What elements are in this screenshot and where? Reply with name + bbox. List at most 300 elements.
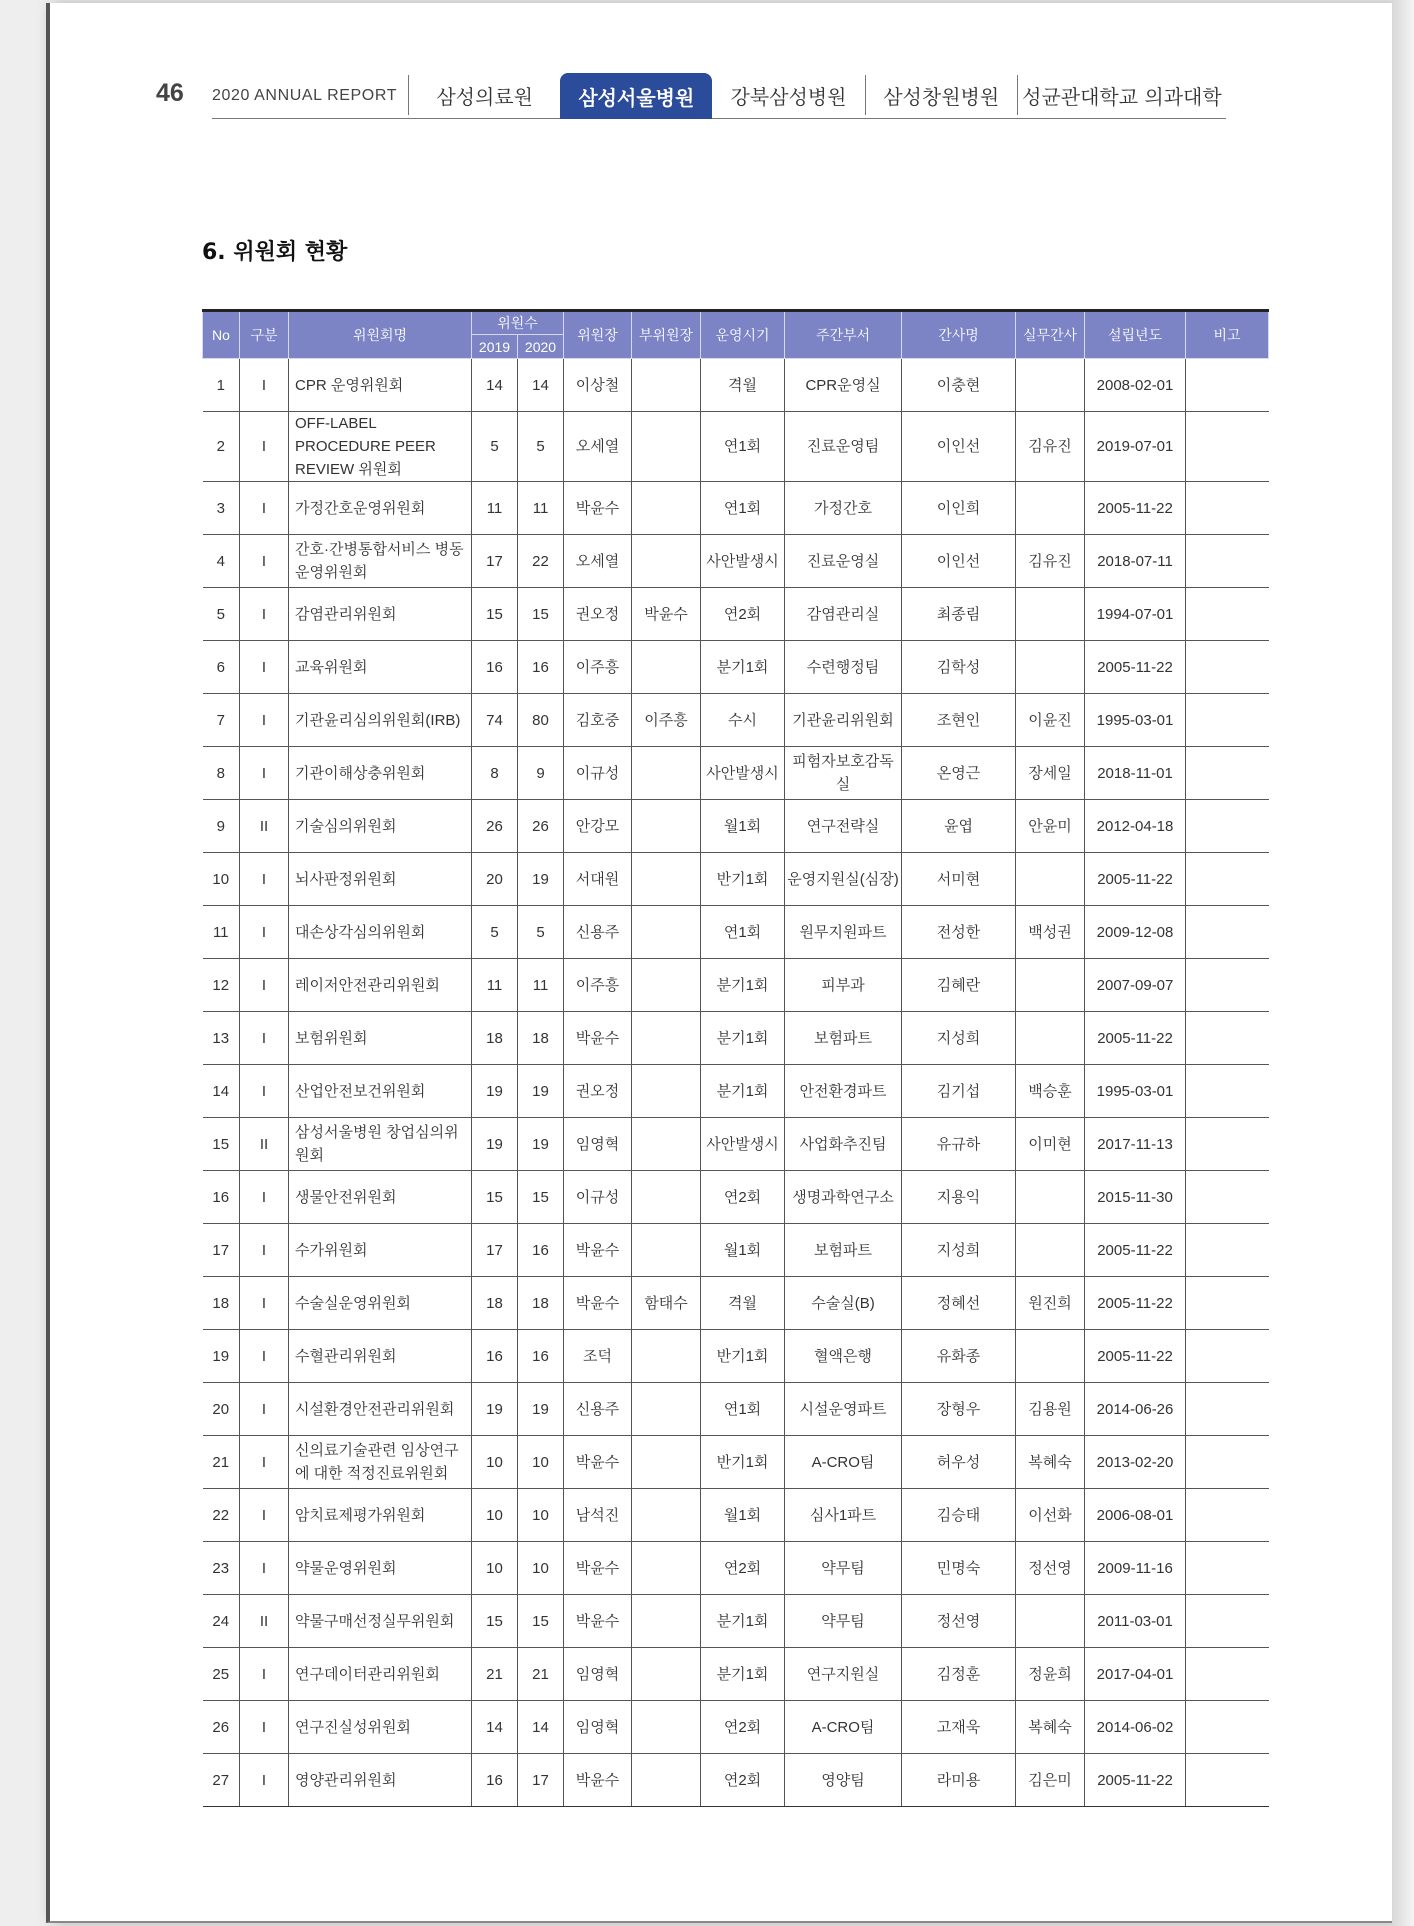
committee-name: 영양관리위원회	[289, 1754, 472, 1807]
secretary: 장형우	[902, 1383, 1016, 1436]
chair: 이주흥	[564, 959, 632, 1012]
members-2020: 5	[518, 412, 564, 482]
committee-name: 기관윤리심의위원회(IRB)	[289, 694, 472, 747]
committee-table	[202, 309, 1269, 1807]
members-2019: 11	[472, 482, 518, 535]
established-date: 2005-11-22	[1085, 1277, 1186, 1330]
members-2019: 15	[472, 588, 518, 641]
table-row	[203, 1012, 1269, 1065]
committee-name: 시설환경안전관리위원회	[289, 1383, 472, 1436]
established-date: 2007-09-07	[1085, 959, 1186, 1012]
working-secretary	[1016, 482, 1085, 535]
vice-chair	[632, 359, 701, 412]
schedule: 반기1회	[701, 853, 785, 906]
schedule: 연1회	[701, 1383, 785, 1436]
row-type: I	[240, 412, 289, 482]
members-2019: 11	[472, 959, 518, 1012]
working-secretary	[1016, 1595, 1085, 1648]
row-type: I	[240, 535, 289, 588]
row-no: 9	[203, 800, 240, 853]
vice-chair	[632, 1330, 701, 1383]
secretary: 이인선	[902, 535, 1016, 588]
secretary: 김승태	[902, 1489, 1016, 1542]
department: 연구전략실	[785, 800, 902, 853]
row-no: 22	[203, 1489, 240, 1542]
chair: 박윤수	[564, 1542, 632, 1595]
members-2019: 10	[472, 1436, 518, 1489]
committee-name: 수혈관리위원회	[289, 1330, 472, 1383]
schedule: 분기1회	[701, 1065, 785, 1118]
department: 수련행정팀	[785, 641, 902, 694]
row-type: I	[240, 1436, 289, 1489]
tab-5[interactable]: 성균관대학교 의과대학	[1017, 75, 1226, 115]
established-date: 2009-11-16	[1085, 1542, 1186, 1595]
chair: 권오정	[564, 1065, 632, 1118]
table-row	[203, 535, 1269, 588]
note	[1186, 1224, 1269, 1277]
schedule: 연2회	[701, 1542, 785, 1595]
row-type: I	[240, 959, 289, 1012]
chair: 김호중	[564, 694, 632, 747]
committee-name: 감염관리위원회	[289, 588, 472, 641]
note	[1186, 1489, 1269, 1542]
department: 약무팀	[785, 1542, 902, 1595]
document-page	[46, 3, 1394, 1923]
note	[1186, 1595, 1269, 1648]
committee-name: 산업안전보건위원회	[289, 1065, 472, 1118]
note	[1186, 853, 1269, 906]
table-row	[203, 747, 1269, 800]
committee-name: 생물안전위원회	[289, 1171, 472, 1224]
tab-4[interactable]: 삼성창원병원	[865, 75, 1017, 115]
members-2020: 10	[518, 1436, 564, 1489]
table-row	[203, 800, 1269, 853]
chair: 권오정	[564, 588, 632, 641]
row-no: 13	[203, 1012, 240, 1065]
table-row	[203, 959, 1269, 1012]
col-note: 비고	[1186, 311, 1269, 359]
members-2019: 5	[472, 412, 518, 482]
report-title: 2020 ANNUAL REPORT	[212, 87, 398, 104]
row-type: I	[240, 1542, 289, 1595]
department: 약무팀	[785, 1595, 902, 1648]
members-2019: 19	[472, 1065, 518, 1118]
row-type: II	[240, 800, 289, 853]
vice-chair	[632, 535, 701, 588]
secretary: 라미용	[902, 1754, 1016, 1807]
table-row	[203, 1595, 1269, 1648]
working-secretary: 정선영	[1016, 1542, 1085, 1595]
committee-name: 연구데이터관리위원회	[289, 1648, 472, 1701]
table-row	[203, 1383, 1269, 1436]
established-date: 2005-11-22	[1085, 1754, 1186, 1807]
members-2019: 26	[472, 800, 518, 853]
department: 안전환경파트	[785, 1065, 902, 1118]
row-no: 12	[203, 959, 240, 1012]
established-date: 2013-02-20	[1085, 1436, 1186, 1489]
row-type: I	[240, 694, 289, 747]
note	[1186, 1701, 1269, 1754]
schedule: 연1회	[701, 906, 785, 959]
established-date: 2019-07-01	[1085, 412, 1186, 482]
members-2019: 10	[472, 1489, 518, 1542]
committee-name: 수가위원회	[289, 1224, 472, 1277]
working-secretary	[1016, 641, 1085, 694]
section-tabs	[408, 73, 1226, 119]
secretary: 윤엽	[902, 800, 1016, 853]
committee-name: 기관이해상충위원회	[289, 747, 472, 800]
tab-3[interactable]: 강북삼성병원	[730, 84, 847, 109]
department: 기관윤리위원회	[785, 694, 902, 747]
secretary: 정선영	[902, 1595, 1016, 1648]
table-row	[203, 1701, 1269, 1754]
members-2020: 19	[518, 1118, 564, 1171]
row-type: I	[240, 1489, 289, 1542]
chair: 임영혁	[564, 1118, 632, 1171]
department: CPR운영실	[785, 359, 902, 412]
vice-chair	[632, 853, 701, 906]
note	[1186, 1118, 1269, 1171]
row-type: I	[240, 1065, 289, 1118]
note	[1186, 359, 1269, 412]
working-secretary: 이미현	[1016, 1118, 1085, 1171]
members-2019: 16	[472, 641, 518, 694]
vice-chair: 함태수	[632, 1277, 701, 1330]
table-header	[203, 311, 1269, 359]
row-no: 18	[203, 1277, 240, 1330]
schedule: 분기1회	[701, 959, 785, 1012]
table-row	[203, 1224, 1269, 1277]
schedule: 사안발생시	[701, 747, 785, 800]
department: 사업화추진팀	[785, 1118, 902, 1171]
chair: 박윤수	[564, 1595, 632, 1648]
vice-chair	[632, 747, 701, 800]
schedule: 격월	[701, 359, 785, 412]
working-secretary	[1016, 959, 1085, 1012]
chair: 오세열	[564, 535, 632, 588]
col-working-secretary: 실무간사	[1016, 311, 1085, 359]
schedule: 사안발생시	[701, 535, 785, 588]
committee-name: 삼성서울병원 창업심의위원회	[289, 1118, 472, 1171]
note	[1186, 800, 1269, 853]
row-type: I	[240, 588, 289, 641]
secretary: 김혜란	[902, 959, 1016, 1012]
note	[1186, 1754, 1269, 1807]
members-2019: 17	[472, 535, 518, 588]
note	[1186, 1065, 1269, 1118]
row-type: II	[240, 1595, 289, 1648]
secretary: 이인희	[902, 482, 1016, 535]
department: 진료운영팀	[785, 412, 902, 482]
tab-1[interactable]: 삼성의료원	[408, 75, 560, 115]
department: 피부과	[785, 959, 902, 1012]
row-type: I	[240, 1383, 289, 1436]
members-2019: 14	[472, 359, 518, 412]
members-2020: 16	[518, 1330, 564, 1383]
row-no: 16	[203, 1171, 240, 1224]
members-2019: 16	[472, 1754, 518, 1807]
page-header	[156, 73, 1226, 119]
members-2020: 15	[518, 1171, 564, 1224]
row-no: 8	[203, 747, 240, 800]
secretary: 김정훈	[902, 1648, 1016, 1701]
vice-chair	[632, 1648, 701, 1701]
vice-chair	[632, 1224, 701, 1277]
members-2020: 80	[518, 694, 564, 747]
established-date: 2005-11-22	[1085, 1224, 1186, 1277]
row-no: 26	[203, 1701, 240, 1754]
table-body	[203, 359, 1269, 1807]
working-secretary	[1016, 1330, 1085, 1383]
established-date: 2018-07-11	[1085, 535, 1186, 588]
department: A-CRO팀	[785, 1701, 902, 1754]
row-no: 4	[203, 535, 240, 588]
established-date: 2009-12-08	[1085, 906, 1186, 959]
members-2019: 19	[472, 1383, 518, 1436]
table-row	[203, 1436, 1269, 1489]
members-2019: 74	[472, 694, 518, 747]
vice-chair	[632, 800, 701, 853]
established-date: 2012-04-18	[1085, 800, 1186, 853]
chair: 박윤수	[564, 1754, 632, 1807]
secretary: 김기섭	[902, 1065, 1016, 1118]
col-dept: 주간부서	[785, 311, 902, 359]
table-row	[203, 1648, 1269, 1701]
vice-chair	[632, 1436, 701, 1489]
vice-chair: 박윤수	[632, 588, 701, 641]
table-row	[203, 641, 1269, 694]
chair: 임영혁	[564, 1701, 632, 1754]
working-secretary	[1016, 588, 1085, 641]
schedule: 연1회	[701, 482, 785, 535]
note	[1186, 482, 1269, 535]
row-no: 2	[203, 412, 240, 482]
members-2020: 10	[518, 1542, 564, 1595]
note	[1186, 641, 1269, 694]
schedule: 반기1회	[701, 1330, 785, 1383]
secretary: 지성희	[902, 1224, 1016, 1277]
col-chair: 위원장	[564, 311, 632, 359]
table-row	[203, 1277, 1269, 1330]
note	[1186, 959, 1269, 1012]
established-date: 1994-07-01	[1085, 588, 1186, 641]
chair: 서대원	[564, 853, 632, 906]
established-date: 2017-11-13	[1085, 1118, 1186, 1171]
secretary: 이충현	[902, 359, 1016, 412]
col-schedule: 운영시기	[701, 311, 785, 359]
chair: 박윤수	[564, 482, 632, 535]
members-2020: 14	[518, 359, 564, 412]
members-2019: 18	[472, 1277, 518, 1330]
vice-chair	[632, 1595, 701, 1648]
department: 수술실(B)	[785, 1277, 902, 1330]
secretary: 서미현	[902, 853, 1016, 906]
row-no: 3	[203, 482, 240, 535]
established-date: 2014-06-02	[1085, 1701, 1186, 1754]
members-2020: 11	[518, 959, 564, 1012]
row-no: 21	[203, 1436, 240, 1489]
table-row	[203, 853, 1269, 906]
row-type: I	[240, 1171, 289, 1224]
tab-2[interactable]: 삼성서울병원	[560, 73, 712, 119]
col-type: 구분	[240, 311, 289, 359]
schedule: 분기1회	[701, 1648, 785, 1701]
department: 시설운영파트	[785, 1383, 902, 1436]
members-2020: 9	[518, 747, 564, 800]
members-2019: 17	[472, 1224, 518, 1277]
members-2020: 22	[518, 535, 564, 588]
col-secretary: 간사명	[902, 311, 1016, 359]
vice-chair	[632, 412, 701, 482]
vice-chair	[632, 1012, 701, 1065]
established-date: 2017-04-01	[1085, 1648, 1186, 1701]
vice-chair	[632, 1701, 701, 1754]
row-type: I	[240, 1277, 289, 1330]
committee-name: 약물구매선정실무위원회	[289, 1595, 472, 1648]
members-2020: 19	[518, 853, 564, 906]
established-date: 2018-11-01	[1085, 747, 1186, 800]
row-no: 15	[203, 1118, 240, 1171]
department: 진료운영실	[785, 535, 902, 588]
members-2019: 14	[472, 1701, 518, 1754]
vice-chair	[632, 1118, 701, 1171]
vice-chair	[632, 1383, 701, 1436]
members-2020: 16	[518, 1224, 564, 1277]
chair: 임영혁	[564, 1648, 632, 1701]
secretary: 온영근	[902, 747, 1016, 800]
working-secretary: 김용원	[1016, 1383, 1085, 1436]
committee-name: OFF-LABEL PROCEDURE PEER REVIEW 위원회	[289, 412, 472, 482]
chair: 안강모	[564, 800, 632, 853]
table-row	[203, 1065, 1269, 1118]
secretary: 이인선	[902, 412, 1016, 482]
working-secretary	[1016, 1012, 1085, 1065]
members-2020: 26	[518, 800, 564, 853]
row-no: 25	[203, 1648, 240, 1701]
row-no: 20	[203, 1383, 240, 1436]
members-2019: 10	[472, 1542, 518, 1595]
working-secretary: 복혜숙	[1016, 1701, 1085, 1754]
vice-chair	[632, 1542, 701, 1595]
secretary: 유규하	[902, 1118, 1016, 1171]
schedule: 분기1회	[701, 1012, 785, 1065]
secretary: 고재욱	[902, 1701, 1016, 1754]
established-date: 2005-11-22	[1085, 1330, 1186, 1383]
row-type: I	[240, 853, 289, 906]
col-2020: 2020	[518, 335, 564, 359]
vice-chair	[632, 482, 701, 535]
members-2020: 15	[518, 588, 564, 641]
committee-name: 가정간호운영위원회	[289, 482, 472, 535]
col-no: No	[203, 311, 240, 359]
table-row	[203, 1542, 1269, 1595]
row-type: I	[240, 482, 289, 535]
department: 피험자보호감독실	[785, 747, 902, 800]
secretary: 전성한	[902, 906, 1016, 959]
members-2020: 18	[518, 1012, 564, 1065]
col-2019: 2019	[472, 335, 518, 359]
members-2019: 15	[472, 1595, 518, 1648]
col-vice-chair: 부위원장	[632, 311, 701, 359]
secretary: 최종림	[902, 588, 1016, 641]
note	[1186, 1436, 1269, 1489]
members-2020: 14	[518, 1701, 564, 1754]
row-no: 27	[203, 1754, 240, 1807]
section-title: 6. 위원회 현황	[202, 240, 348, 265]
members-2020: 15	[518, 1595, 564, 1648]
note	[1186, 1542, 1269, 1595]
schedule: 연1회	[701, 412, 785, 482]
schedule: 연2회	[701, 1701, 785, 1754]
row-type: I	[240, 1701, 289, 1754]
established-date: 1995-03-01	[1085, 694, 1186, 747]
page-number: 46	[156, 79, 184, 107]
working-secretary	[1016, 1224, 1085, 1277]
working-secretary: 백승훈	[1016, 1065, 1085, 1118]
members-2019: 19	[472, 1118, 518, 1171]
chair: 신용주	[564, 906, 632, 959]
note	[1186, 906, 1269, 959]
working-secretary: 백성권	[1016, 906, 1085, 959]
table-row	[203, 588, 1269, 641]
row-no: 23	[203, 1542, 240, 1595]
vice-chair	[632, 1489, 701, 1542]
table-row	[203, 359, 1269, 412]
note	[1186, 1012, 1269, 1065]
department: 원무지원파트	[785, 906, 902, 959]
committee-name: 레이저안전관리위원회	[289, 959, 472, 1012]
committee-name: 수술실운영위원회	[289, 1277, 472, 1330]
schedule: 분기1회	[701, 641, 785, 694]
schedule: 연2회	[701, 1171, 785, 1224]
members-2019: 16	[472, 1330, 518, 1383]
vice-chair	[632, 906, 701, 959]
members-2020: 21	[518, 1648, 564, 1701]
members-2019: 5	[472, 906, 518, 959]
table-row	[203, 906, 1269, 959]
secretary: 김학성	[902, 641, 1016, 694]
row-type: I	[240, 641, 289, 694]
working-secretary: 정윤희	[1016, 1648, 1085, 1701]
department: 운영지원실(심장)	[785, 853, 902, 906]
committee-name: 교육위원회	[289, 641, 472, 694]
row-no: 7	[203, 694, 240, 747]
working-secretary: 김유진	[1016, 535, 1085, 588]
note	[1186, 1277, 1269, 1330]
working-secretary	[1016, 853, 1085, 906]
department: 연구지원실	[785, 1648, 902, 1701]
schedule: 연2회	[701, 1754, 785, 1807]
secretary: 허우성	[902, 1436, 1016, 1489]
row-type: II	[240, 1118, 289, 1171]
working-secretary: 이윤진	[1016, 694, 1085, 747]
established-date: 2008-02-01	[1085, 359, 1186, 412]
department: 감염관리실	[785, 588, 902, 641]
established-date: 2005-11-22	[1085, 853, 1186, 906]
working-secretary: 김유진	[1016, 412, 1085, 482]
members-2019: 8	[472, 747, 518, 800]
schedule: 월1회	[701, 1489, 785, 1542]
chair: 남석진	[564, 1489, 632, 1542]
committee-name: 간호·간병통합서비스 병동 운영위원회	[289, 535, 472, 588]
working-secretary: 김은미	[1016, 1754, 1085, 1807]
row-type: I	[240, 1648, 289, 1701]
established-date: 2015-11-30	[1085, 1171, 1186, 1224]
row-type: I	[240, 906, 289, 959]
schedule: 분기1회	[701, 1595, 785, 1648]
schedule: 사안발생시	[701, 1118, 785, 1171]
schedule: 반기1회	[701, 1436, 785, 1489]
